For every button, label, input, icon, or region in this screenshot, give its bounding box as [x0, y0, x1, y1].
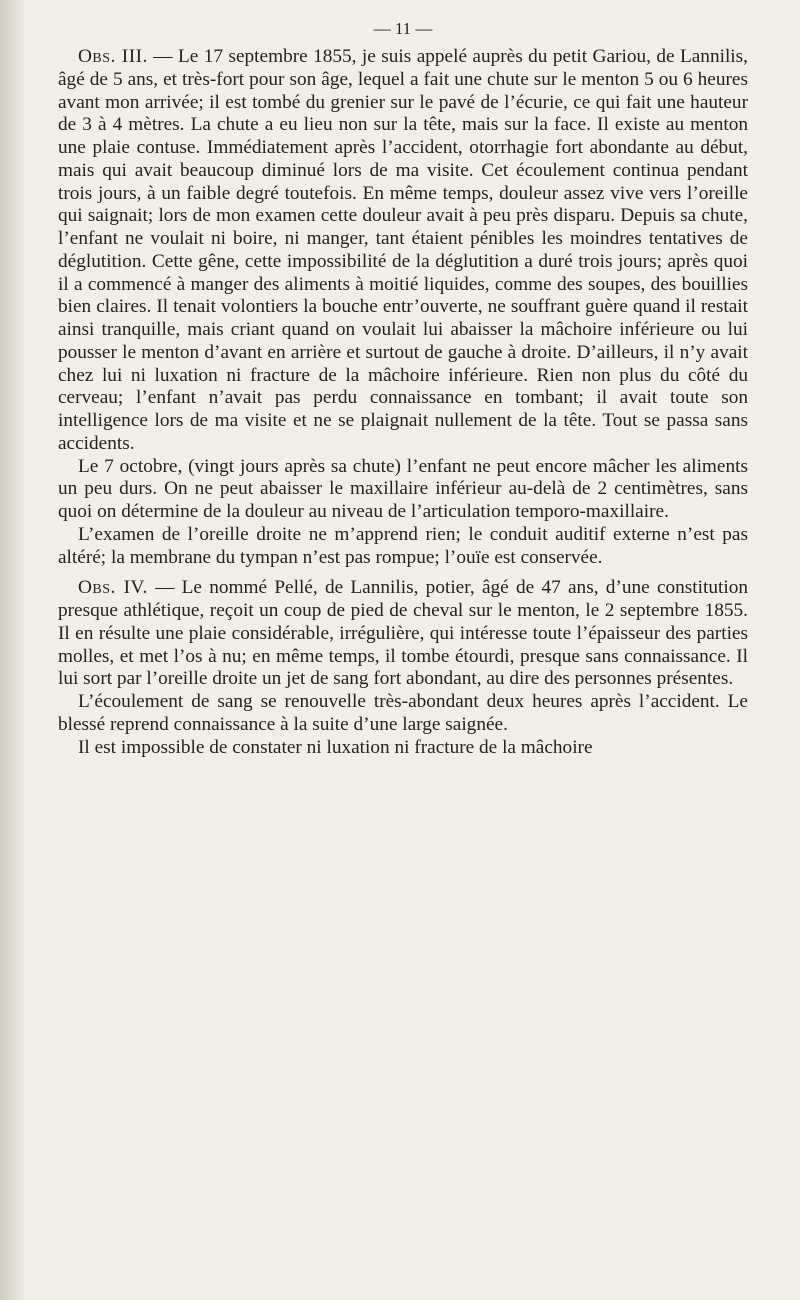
- obs4-paragraph-3: Il est impossible de constater ni luxation ni fracture de la mâchoire: [78, 736, 593, 758]
- obs3-label: Obs. III.: [78, 46, 148, 67]
- obs4-paragraph-1: [58, 577, 748, 691]
- page-edge-shadow: [0, 0, 26, 1300]
- page-number: — 11 —: [373, 19, 433, 38]
- obs3-paragraph-2: Le 7 octobre, (vingt jours après sa chute) l’enfant ne peut encore mâcher les aliments un peu durs. On ne peut abaisser le maxillaire inférieur au-delà de 2 centimètres, sans quoi on détermine de la douleur au niveau de l’articulation temporo-maxillaire.: [58, 455, 748, 522]
- observation-4: [58, 577, 748, 759]
- obs3-paragraph-3: L’examen de l’oreille droite ne m’apprend rien; le conduit auditif externe n’est pas altéré; la membrane du tympan n’est pas rompue; l’ouïe est conservée.: [58, 523, 748, 568]
- observation-3: [58, 46, 748, 569]
- obs3-text: — Le 17 septembre 1855, je suis appelé auprès du petit Gariou, de Lannilis, âgé de 5 ans, et très-fort pour son âge, lequel a fait une chute sur le menton 5 ou 6 heures avant mon arrivée; il est tombé du grenier sur le pavé de l’écurie, ce qui fait une hauteur de 3 à 4 mètres. La chute a eu lieu non sur la tête, mais sur la face. Il existe au menton une plaie contuse. Immédiatement après l’accident, otorrhagie fort abondante au début, mais qui avait beaucoup diminué lors de ma visite. Cet écoulement continua pendant trois jours, à un faible degré toutefois. En même temps, douleur assez vive vers l’oreille qui saignait; lors de mon examen cette douleur avait à peu près disparu. Depuis sa chute, l’enfant ne voulait ni boire, ni manger, tant étaient pénibles les moindres tentatives de déglutition. Cette gêne, cette impossibilité de la déglutition a duré trois jours; après quoi il a commencé à manger des aliments à moitié liquides, comme des soupes, des bouillies bien claires. Il tenait volontiers la bouche entr’ouverte, ne souffrant guère quand il restait ainsi tranquille, mais criant quand on voulait lui abaisser la mâchoire inférieure ou lui pousser le menton d’avant en arrière et surtout de gauche à droite. D’ailleurs, il n’y avait chez lui ni luxation ni fracture de la mâchoire inférieure. Rien non plus du côté du cerveau; l’enfant n’avait pas perdu connaissance en tombant; il avait toute son intelligence lors de ma visite et ne se plaignait nullement de la tête. Tout se passa sans accidents.: [58, 46, 748, 454]
- obs3-paragraph-1: [58, 46, 748, 456]
- obs4-label: Obs. IV.: [78, 577, 148, 599]
- obs4-paragraph-2: L’écoulement de sang se renouvelle très-abondant deux heures après l’accident. Le blessé reprend connaissance à la suite d’une large saignée.: [58, 691, 748, 735]
- obs4-text: — Le nommé Pellé, de Lannilis, potier, âgé de 47 ans, d’une constitution presque athlétique, reçoit un coup de pied de cheval sur le menton, le 2 septembre 1855. Il en résulte une plaie considérable, irrégulière, qui intéresse toute l’épaisseur des parties molles, et met l’os à nu; en même temps, il tombe étourdi, presque sans connaissance. Il lui sort par l’oreille droite un jet de sang fort abondant, au dire des personnes présentes.: [58, 577, 748, 690]
